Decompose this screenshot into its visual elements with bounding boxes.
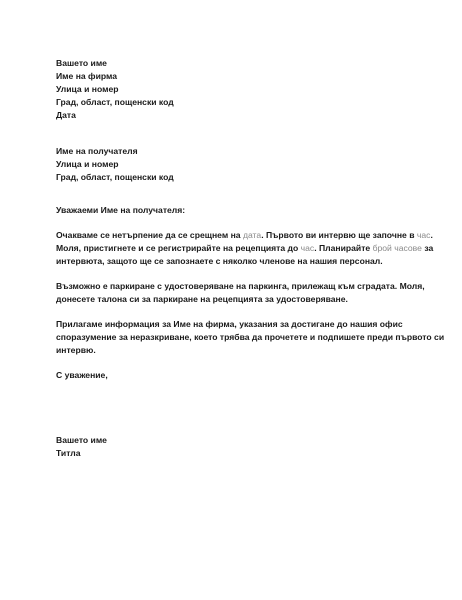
- paragraph-1-line-3: интервюта, защото ще се запознаете с няколко членове на нашия персонал.: [56, 256, 383, 266]
- recipient-name: Име на получателя: [56, 146, 138, 156]
- signature-name: Вашето име: [56, 435, 107, 445]
- paragraph-3-line-1: Прилагаме информация за Име на фирма, указания за достигане до нашия офис: [56, 319, 403, 329]
- placeholder-time: час: [300, 243, 315, 253]
- text: за: [421, 243, 434, 253]
- sender-city: Град, област, пощенски код: [56, 97, 174, 107]
- paragraph-2: [56, 280, 425, 306]
- text: Моля, пристигнете и се регистрирайте на рецепцията до: [56, 243, 301, 253]
- recipient-city: Град, област, пощенски код: [56, 172, 174, 182]
- sender-company: Име на фирма: [56, 71, 118, 81]
- recipient-address: [56, 145, 408, 184]
- paragraph-1: [56, 229, 434, 268]
- placeholder-time: час: [416, 230, 431, 240]
- paragraph-1-line-1: [56, 229, 433, 242]
- paragraph-2-line-1: Възможно е паркиране с удостоверяване на паркинга, прилежащ към сградата. Моля,: [56, 281, 425, 291]
- paragraph-3: [56, 318, 445, 357]
- paragraph-2-line-2: донесете талона си за паркиране на рецепцията за удостоверяване.: [56, 294, 348, 304]
- salutation: Уважаеми Име на получателя:: [56, 205, 186, 215]
- text: . Първото ви интервю ще започне в: [261, 230, 417, 240]
- text: . Планирайте: [314, 243, 373, 253]
- recipient-street: Улица и номер: [56, 159, 119, 169]
- closing: С уважение,: [56, 370, 108, 380]
- text: Очакваме се нетърпение да се срещнем на: [56, 230, 243, 240]
- placeholder-date: дата: [242, 230, 262, 240]
- text: .: [430, 230, 433, 240]
- paragraph-1-line-2: [56, 242, 434, 255]
- paragraph-3-line-2: споразумение за неразкриване, което трябва да прочетете и подпишете преди първото си: [56, 332, 445, 342]
- placeholder-hours: брой часове: [372, 243, 422, 253]
- letter-date: Дата: [56, 110, 76, 120]
- sender-address: [56, 57, 408, 122]
- paragraph-3-line-3: интервю.: [56, 345, 96, 355]
- sender-name: Вашето име: [56, 58, 107, 68]
- signature-title: Титла: [56, 448, 81, 458]
- signature-block: [56, 434, 408, 460]
- letter-body: [56, 57, 445, 460]
- sender-street: Улица и номер: [56, 84, 119, 94]
